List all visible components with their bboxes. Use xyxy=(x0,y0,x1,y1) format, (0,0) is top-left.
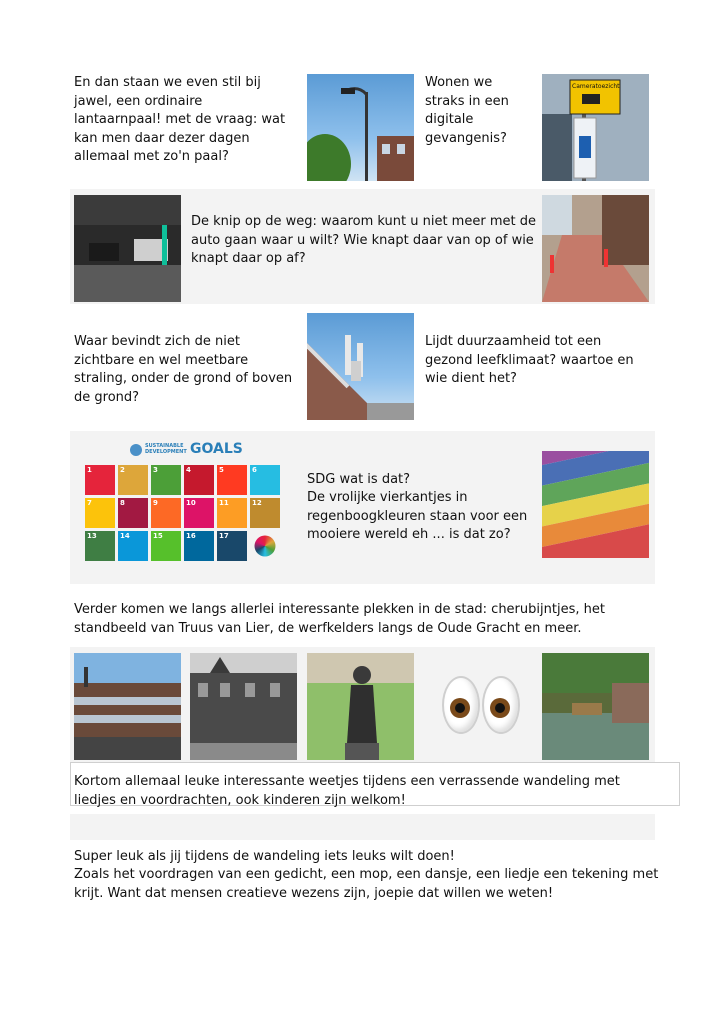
straling-text: Waar bevindt zich de niet zichtbare en wel meetbare straling, onder de grond of boven de grond? xyxy=(74,334,293,405)
sdg-goal-number: 8 xyxy=(120,499,125,507)
street-photo xyxy=(542,195,649,302)
sdg-goal-tile xyxy=(85,465,115,495)
canal-illustration xyxy=(542,653,649,760)
sdg-goal-number: 12 xyxy=(252,499,262,507)
lamppost-illustration xyxy=(307,74,414,181)
sdg-goal-tile xyxy=(217,531,247,561)
camera-sign-text: Cameratoezicht xyxy=(572,83,620,90)
sdg-question: SDG wat is dat? xyxy=(307,472,411,487)
un-emblem-icon xyxy=(130,444,142,456)
gevangenis-text: Wonen we straks in een digitale gevangenis? xyxy=(425,75,509,146)
sdg-goal-tile xyxy=(250,498,280,528)
street-illustration xyxy=(542,195,649,302)
sdg-goal-tile xyxy=(85,531,115,561)
sdg-goal-number: 17 xyxy=(219,532,229,540)
historic-building-illustration xyxy=(190,653,297,760)
camera-sign-photo xyxy=(542,74,649,181)
canal-photo xyxy=(542,653,649,760)
camera-sign-illustration xyxy=(542,74,649,181)
rainbow-illustration xyxy=(542,451,649,558)
sdg-logo xyxy=(130,443,250,459)
lantaarnpaal-text: En dan staan we even stil bij jawel, een ordinaire lantaarnpaal! met de vraag: wat kan men daar dezer dagen allemaal met zo'n paal? xyxy=(74,75,286,164)
sdg-goal-number: 16 xyxy=(186,532,196,540)
sdg-description: De vrolijke vierkantjes in regenboogkleuren staan voor een mooiere wereld eh ... is dat zo? xyxy=(307,490,528,542)
building-illustration xyxy=(74,653,181,760)
rainbow-crossing-photo xyxy=(542,451,649,558)
super-text-2: Zoals het voordragen van een gedicht, een mop, een dansje, een liedje een tekening met krijt. Want dat mensen creatieve wezens zijn, joepie dat willen we weten! xyxy=(74,867,659,901)
sdg-goal-number: 7 xyxy=(87,499,92,507)
sdg-goal-tile xyxy=(255,536,276,557)
sdg-goal-tile xyxy=(118,465,148,495)
sdg-goal-number: 11 xyxy=(219,499,229,507)
sdg-goal-number: 1 xyxy=(87,466,92,474)
garage-illustration xyxy=(74,195,181,302)
sdg-goal-tile xyxy=(151,531,181,561)
sdg-goals-grid xyxy=(85,465,280,561)
eyes-emoji-icon xyxy=(442,676,522,736)
antenna-photo xyxy=(307,313,414,420)
sdg-goal-number: 9 xyxy=(153,499,158,507)
sdg-goal-tile xyxy=(217,465,247,495)
sdg-goal-tile xyxy=(184,465,214,495)
sdg-goal-tile xyxy=(85,498,115,528)
empty-band xyxy=(70,814,655,840)
duurzaamheid-text: Lijdt duurzaamheid tot een gezond leefklimaat? waartoe en wie dient het? xyxy=(425,334,634,386)
sdg-goal-tile xyxy=(151,498,181,528)
building-photo xyxy=(74,653,181,760)
sdg-goal-number: 14 xyxy=(120,532,130,540)
sdg-goal-number: 2 xyxy=(120,466,125,474)
knip-text: De knip op de weg: waarom kunt u niet meer met de auto gaan waar u wilt? Wie knapt daar van op of wie knapt daar op af? xyxy=(191,214,536,266)
sdg-goal-tile xyxy=(250,465,280,495)
sdg-goal-tile xyxy=(184,531,214,561)
sdg-goal-number: 13 xyxy=(87,532,97,540)
super-text-1: Super leuk als jij tijdens de wandeling iets leuks wilt doen! xyxy=(74,849,455,864)
antenna-illustration xyxy=(307,313,414,420)
sdg-goal-number: 10 xyxy=(186,499,196,507)
lantaarnpaal-photo xyxy=(307,74,414,181)
sdg-goal-number: 6 xyxy=(252,466,257,474)
sdg-goal-number: 4 xyxy=(186,466,191,474)
parking-garage-photo xyxy=(74,195,181,302)
sdg-goal-number: 15 xyxy=(153,532,163,540)
sdg-goal-tile xyxy=(217,498,247,528)
sdg-logo-small-text: SUSTAINABLE DEVELOPMENT xyxy=(145,443,187,455)
sdg-goal-tile xyxy=(118,498,148,528)
sdg-logo-goals: GOALS xyxy=(190,441,243,457)
sdg-goal-number: 3 xyxy=(153,466,158,474)
sdg-goal-tile xyxy=(151,465,181,495)
sdg-goal-tile xyxy=(184,498,214,528)
statue-illustration xyxy=(307,653,414,760)
historic-building-photo xyxy=(190,653,297,760)
kortom-text: Kortom allemaal leuke interessante weetjes tijdens een verrassende wandeling met liedjes en voordrachten, ook kinderen zijn welkom! xyxy=(74,774,620,808)
sdg-goal-number: 5 xyxy=(219,466,224,474)
statue-photo xyxy=(307,653,414,760)
sdg-goal-tile xyxy=(118,531,148,561)
verder-text: Verder komen we langs allerlei interessante plekken in de stad: cherubijntjes, het standbeeld van Truus van Lier, de werfkelders langs de Oude Gracht en meer. xyxy=(74,602,605,636)
